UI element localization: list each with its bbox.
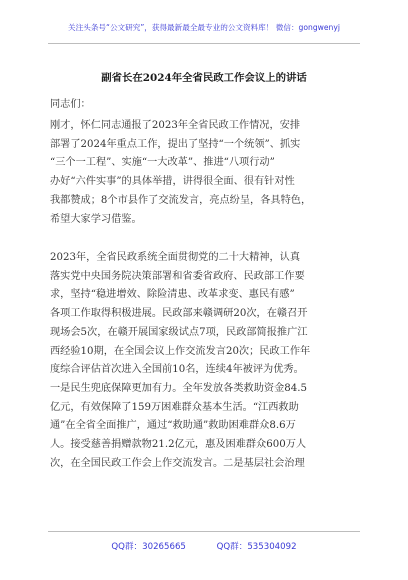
paragraph-line: 亿元，有效保障了159万困难群众基本生活。“江西救助 [50,401,299,413]
paragraph-line: 刚才，怀仁同志通报了2023年全省民政工作情况，安排 [50,120,301,131]
paragraph-line: 人。接受慈善捐赠款物21.2亿元，惠及困难群众600万人 [50,439,307,451]
footer-qq-group-1: QQ群：30265665 [111,542,186,552]
footer-qq-group-2: QQ群：535304092 [216,542,297,552]
paragraph-line: 现场会5次，在赣开展国家级试点7项，民政部简报推广江 [50,326,308,338]
footer [0,540,408,552]
salutation: 同志们： [50,99,91,110]
paragraph-1 [50,117,358,229]
paragraph-line: “三个一工程”、实施“一大改革”、推进“八项行动” [50,157,275,169]
header-divider [48,43,360,44]
paragraph-line: 部署了2024年重点工作，提出了坚持“一个统领”、抓实 [50,138,301,150]
paragraph-line: 2023年，全省民政系统全面贯彻党的二十大精神，认真 [50,252,301,263]
paragraph-line: 通”在全省全面推广，通过“救助通”救助困难群众8.6万 [50,420,296,432]
paragraph-line: 度综合评估首次进入全国前10名，连续4年被评为优秀。 [50,364,304,376]
paragraph-line: 希望大家学习借鉴。 [50,213,142,225]
paragraph-line: 求，坚持“稳进增效、除险清患、改革求变、惠民有感” [50,289,295,301]
header-note: 关注头条号“公文研究”，获得最新最全最专业的公文资料库！ 微信：gongwenyj [68,23,340,32]
paragraph-line: 落实党中央国务院决策部署和省委省政府、民政部工作要 [50,270,305,282]
document-title: 副省长在2024年全省民政工作会议上的讲话 [101,72,307,84]
footer-divider [48,531,360,532]
paragraph-line: 西经验10期，在全国会议上作交流发言20次；民政工作年 [50,345,311,357]
paragraph-line: 各项工作取得积极进展。民政部来赣调研20次，在赣召开 [50,308,308,320]
paragraph-line: 一是民生兜底保障更加有力。全年发放各类救助资金84.5 [50,382,307,394]
paragraph-line: 我都赞成；8个市县作了交流发言，亮点纷呈，各具特色， [50,194,312,206]
paragraph-2 [50,249,358,473]
paragraph-line: 办好“六件实事”的具体举措，讲得很全面、很有针对性 [50,176,295,188]
paragraph-line: 次，在全国民政工作会上作交流发言。二是基层社会治理 [50,457,305,469]
